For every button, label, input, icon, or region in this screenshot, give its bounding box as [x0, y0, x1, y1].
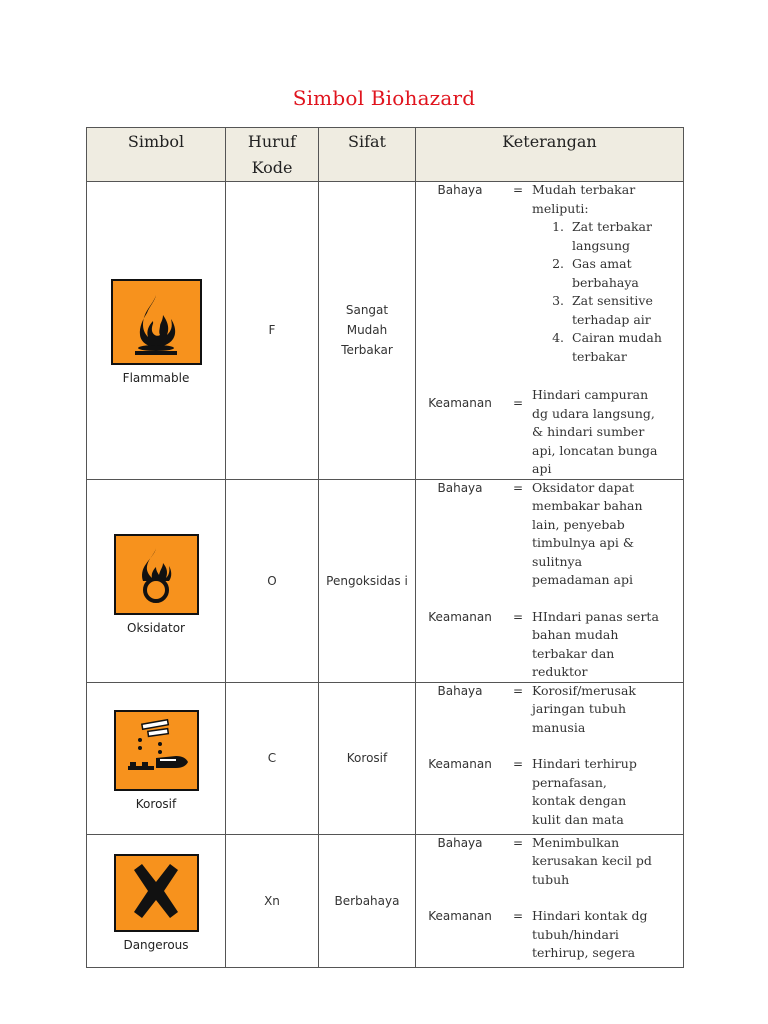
property-cell: Korosif [319, 682, 416, 834]
bahaya-label: Bahaya [437, 835, 483, 850]
bahaya-text: Mudah terbakar meliputi: 1. Zat terbakar langsung 2. Gas amat berbahaya 3. Zat sensitive terhadap air 4. Cairan mudah terbakar [532, 181, 684, 366]
code-cell: F [226, 182, 319, 480]
keamanan-text: HIndari panas serta bahan mudah terbakar dan reduktor [532, 608, 659, 679]
keamanan-label: Keamanan [428, 609, 492, 624]
table-header-row [87, 128, 684, 182]
keterangan-cell [416, 682, 684, 834]
keamanan-label: Keamanan [428, 396, 492, 410]
list-item: 4. Cairan mudah terbakar [568, 329, 678, 366]
hazard-table [86, 127, 684, 968]
header-sifat: Sifat [319, 128, 416, 182]
symbol-cell [87, 834, 226, 967]
table-row [87, 479, 684, 682]
symbol-label: Oksidator [127, 621, 185, 635]
keamanan-text: Hindari kontak dg tubuh/hindari terhirup, segera [532, 908, 648, 960]
list-item: 1. Zat terbakar langsung [568, 218, 678, 255]
header-keterangan: Keterangan [416, 128, 684, 182]
property-cell: Berbahaya [319, 834, 416, 967]
bahaya-text: Oksidator dapat membakar bahan lain, penyebab timbulnya api & sulitnya pemadaman api [532, 479, 643, 587]
equals-sign: = [512, 683, 524, 698]
code-cell: C [226, 682, 319, 834]
list-item: 2. Gas amat berbahaya [568, 255, 678, 292]
cross-x-icon [114, 854, 199, 932]
equals-sign: = [512, 757, 524, 771]
symbol-label: Korosif [135, 796, 177, 811]
keterangan-cell [416, 834, 684, 967]
keamanan-label: Keamanan [428, 757, 492, 771]
bahaya-text: Korosif/merusak jaringan tubuh manusia [532, 682, 636, 735]
list-item: 3. Zat sensitive terhadap air [568, 292, 678, 329]
header-simbol: Simbol [87, 128, 226, 182]
equals-sign: = [512, 480, 524, 495]
equals-sign: = [512, 909, 524, 923]
corrosion-icon [114, 710, 199, 791]
equals-sign: = [512, 835, 524, 850]
property-cell: Pengoksidas i [319, 479, 416, 682]
table-row [87, 182, 684, 480]
property-cell: Sangat Mudah Terbakar [319, 182, 416, 480]
bahaya-label: Bahaya [437, 683, 483, 698]
keamanan-text: Hindari terhirup pernafasan, kontak dengan kulit dan mata [532, 756, 637, 827]
code-cell: O [226, 479, 319, 682]
equals-sign: = [512, 396, 524, 410]
equals-sign: = [512, 183, 524, 197]
header-kode: Huruf Kode [226, 128, 319, 182]
symbol-label: Dangerous [123, 937, 189, 952]
flame-over-circle-icon [114, 534, 199, 615]
bahaya-label: Bahaya [437, 183, 483, 197]
flame-icon [111, 279, 202, 365]
keamanan-label: Keamanan [428, 909, 492, 923]
bahaya-text: Menimbulkan kerusakan kecil pd tubuh [532, 834, 652, 887]
symbol-cell [87, 182, 226, 480]
equals-sign: = [512, 609, 524, 624]
bahaya-label: Bahaya [437, 480, 483, 495]
bahaya-list [532, 218, 678, 366]
symbol-cell [87, 682, 226, 834]
symbol-label: Flammable [122, 371, 190, 386]
symbol-cell [87, 479, 226, 682]
keterangan-cell [416, 182, 684, 480]
code-cell: Xn [226, 834, 319, 967]
keterangan-cell [416, 479, 684, 682]
page-title: Simbol Biohazard [292, 86, 476, 110]
table-row [87, 682, 684, 834]
keamanan-text: Hindari campuran dg udara langsung, & hindari sumber api, loncatan bunga api [532, 387, 658, 476]
table-row [87, 834, 684, 967]
